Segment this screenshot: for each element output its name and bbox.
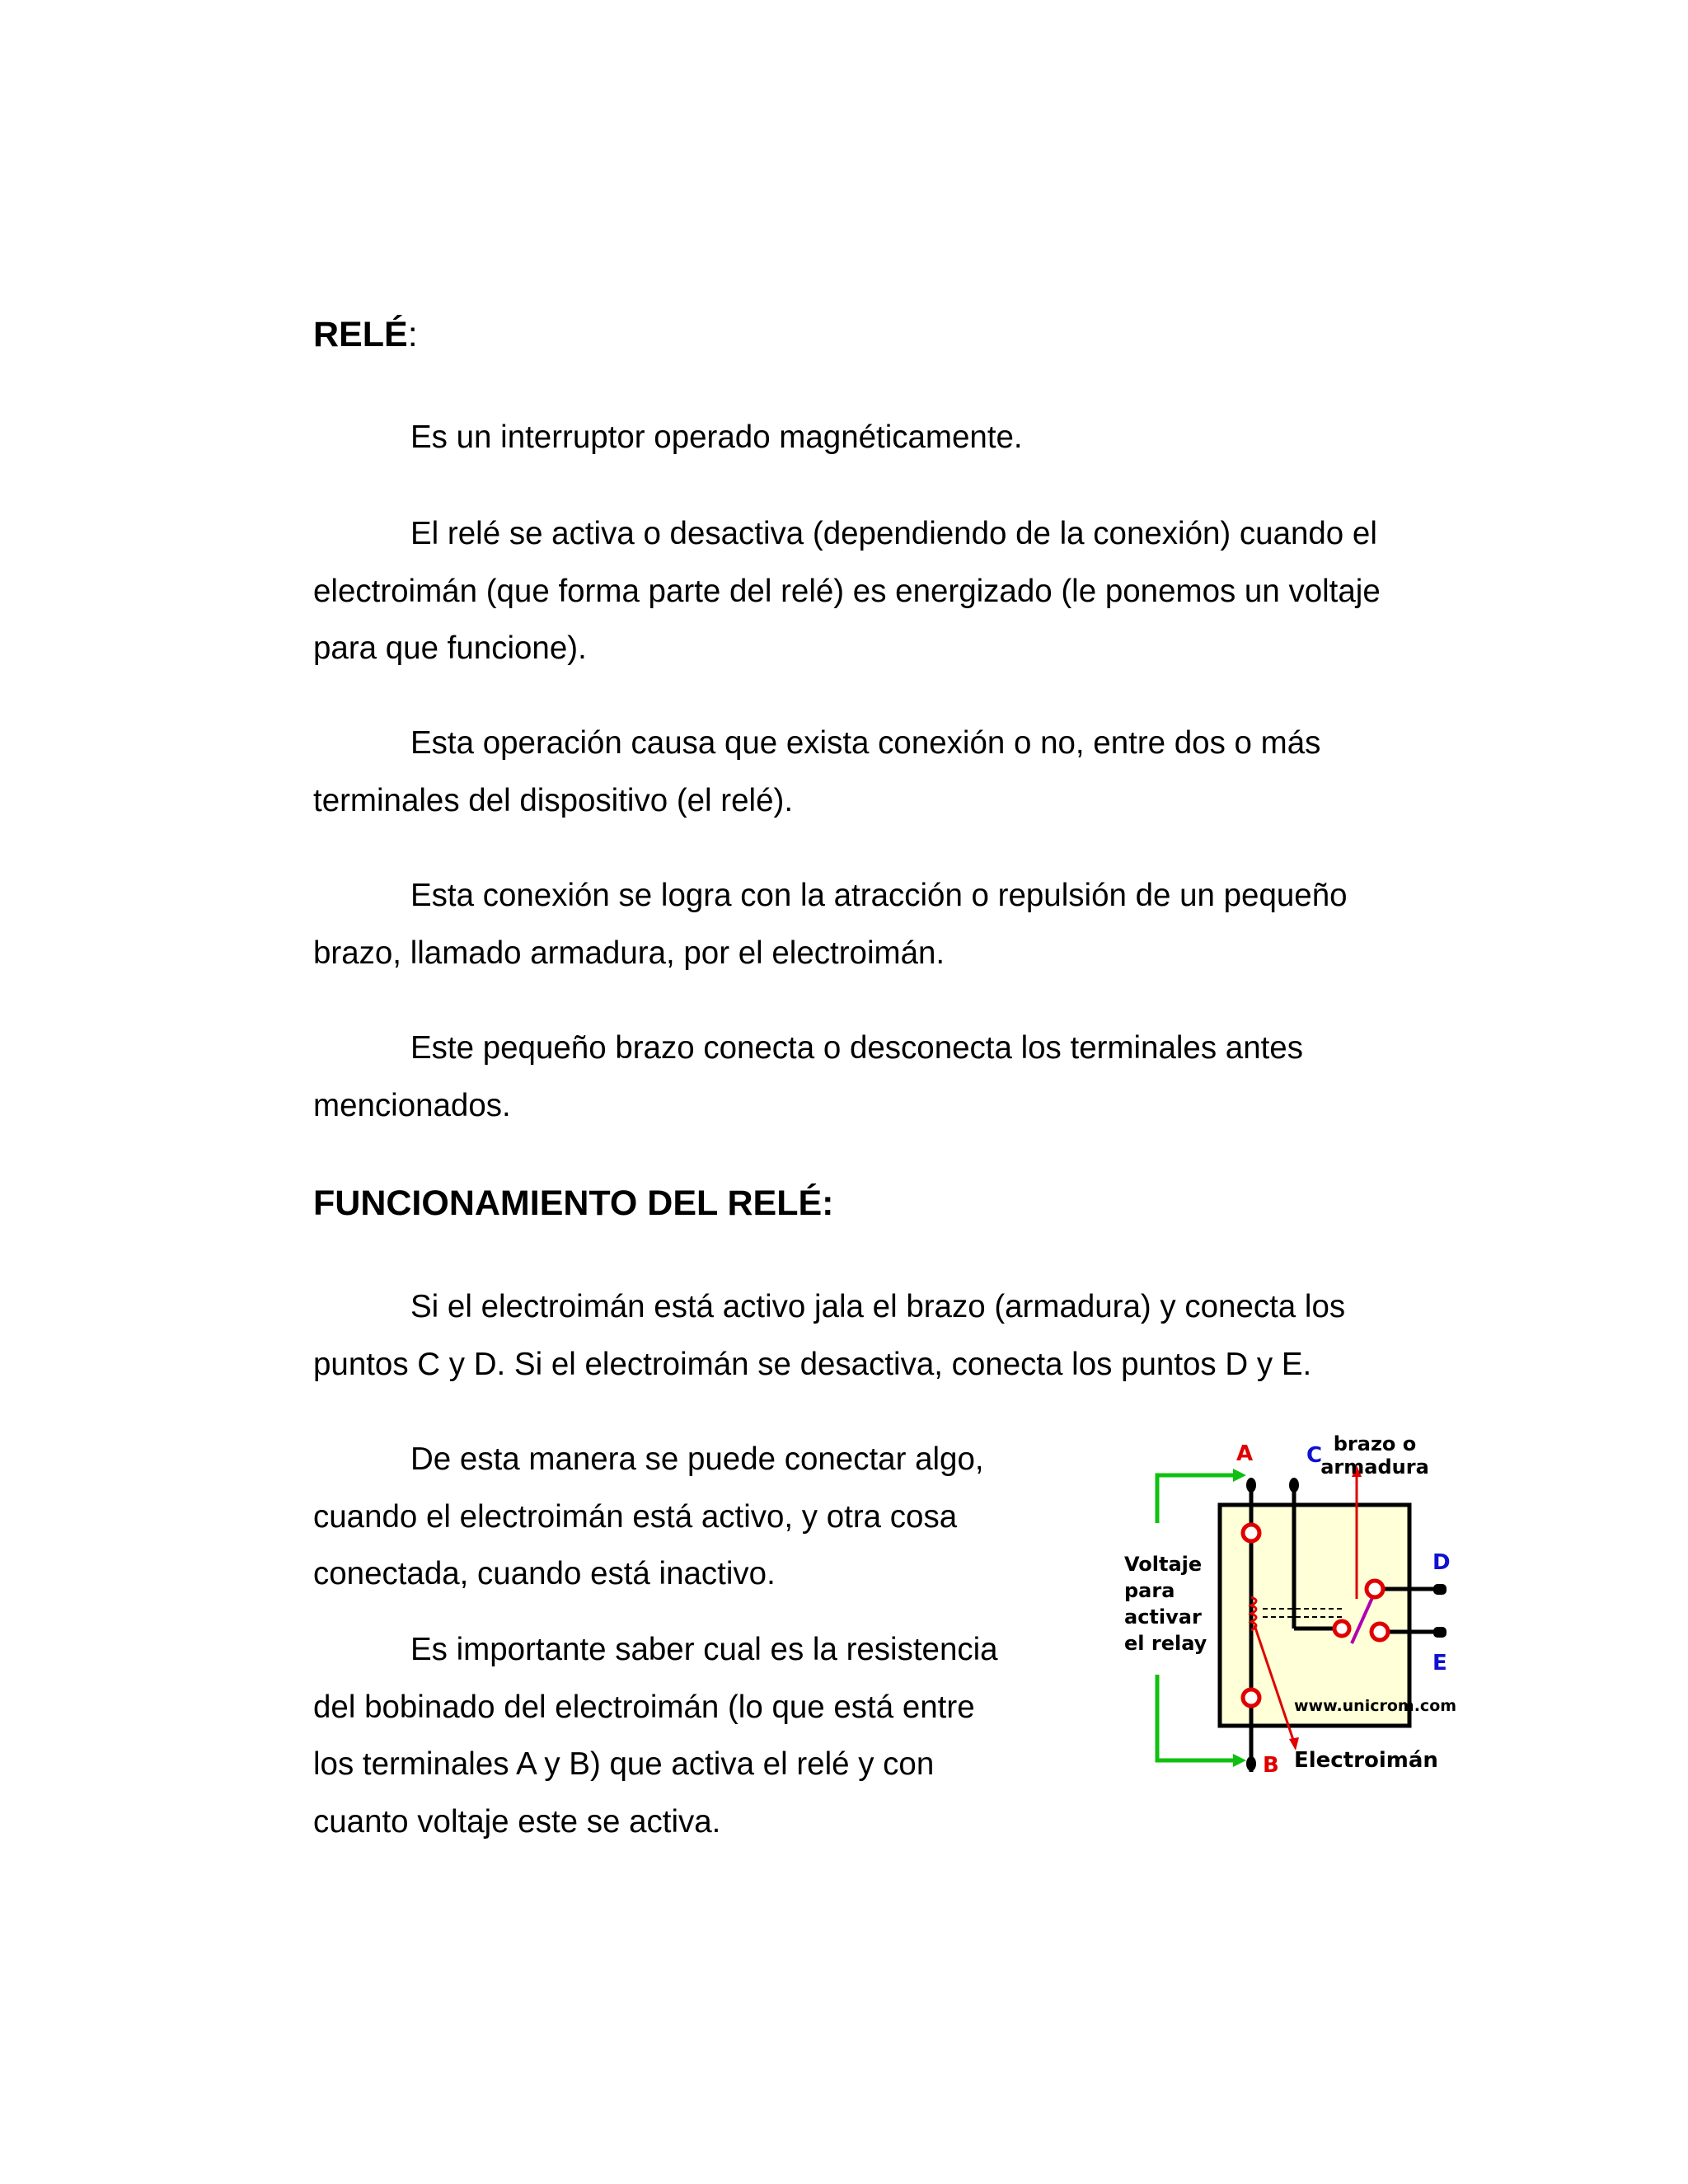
arm-label-line2: armadura: [1320, 1455, 1429, 1479]
text-line: Es un interruptor operado magnéticamente.: [410, 419, 1023, 455]
terminal-c-contact: [1334, 1621, 1349, 1636]
text-line: Esta conexión se logra con la atracción o repulsión de un pequeño: [410, 878, 1348, 913]
terminal-b-label: B: [1263, 1753, 1279, 1778]
text-line: conectada, cuando está inactivo.: [313, 1556, 776, 1591]
paragraph-definition: [313, 409, 1467, 466]
text-line: los terminales A y B) que activa el relé y con: [313, 1746, 935, 1782]
text-line: electroimán (que forma parte del relé) es energizado (le ponemos un voltaje: [313, 573, 1381, 609]
terminal-a-contact: [1243, 1525, 1259, 1541]
electromagnet-label: Electroimán: [1294, 1748, 1438, 1773]
watermark-text: www.unicrom.com: [1294, 1697, 1457, 1715]
text-line: cuanto voltaje este se activa.: [313, 1803, 721, 1840]
terminal-d-label: D: [1432, 1550, 1451, 1575]
paragraph-function: [313, 1278, 1467, 1393]
terminal-b-contact: [1243, 1690, 1259, 1706]
relay-diagram: [1118, 1434, 1464, 1780]
terminal-d-contact: [1367, 1581, 1383, 1597]
text-line: Este pequeño brazo conecta o desconecta los terminales antes: [410, 1030, 1303, 1066]
text-line: brazo, llamado armadura, por el electroimán.: [313, 935, 945, 971]
text-line: Es importante saber cual es la resistencia: [410, 1632, 998, 1667]
terminal-c-label: C: [1306, 1443, 1323, 1468]
text-line: del bobinado del electroimán (lo que está entre: [313, 1689, 975, 1725]
terminal-e-label: E: [1432, 1651, 1447, 1675]
paragraph-activation: [313, 505, 1467, 677]
text-line: De esta manera se puede conectar algo,: [410, 1441, 984, 1477]
voltage-label-line2: para: [1124, 1579, 1175, 1602]
terminal-e-contact: [1372, 1624, 1388, 1640]
paragraph-armature: [313, 867, 1467, 982]
section-title-funcionamiento: FUNCIONAMIENTO DEL RELÉ:: [313, 1183, 834, 1223]
text-line: puntos C y D. Si el electroimán se desactiva, conecta los puntos D y E.: [313, 1346, 1312, 1382]
text-line: cuando el electroimán está activo, y otra cosa: [313, 1498, 958, 1535]
terminal-a-label: A: [1236, 1441, 1254, 1466]
text-line: Esta operación causa que exista conexión o no, entre dos o más: [410, 725, 1321, 761]
section-title-colon: :: [407, 315, 418, 354]
paragraph-arm-connects: [313, 1019, 1467, 1134]
arm-label-line1: brazo o: [1333, 1434, 1417, 1455]
text-line: para que funcione).: [313, 630, 587, 666]
section-title-rele: [313, 312, 418, 358]
section-title-text: RELÉ: [313, 315, 408, 354]
paragraph-operation: [313, 715, 1467, 829]
voltage-label-line3: activar: [1124, 1605, 1202, 1629]
text-line: mencionados.: [313, 1087, 511, 1123]
text-line: Si el electroimán está activo jala el brazo (armadura) y conecta los: [410, 1289, 1346, 1324]
voltage-label-line4: el relay: [1124, 1632, 1207, 1655]
text-line: terminales del dispositivo (el relé).: [313, 782, 794, 818]
text-line: El relé se activa o desactiva (dependiendo de la conexión) cuando el: [410, 516, 1377, 551]
voltage-label-line1: Voltaje: [1124, 1553, 1203, 1576]
